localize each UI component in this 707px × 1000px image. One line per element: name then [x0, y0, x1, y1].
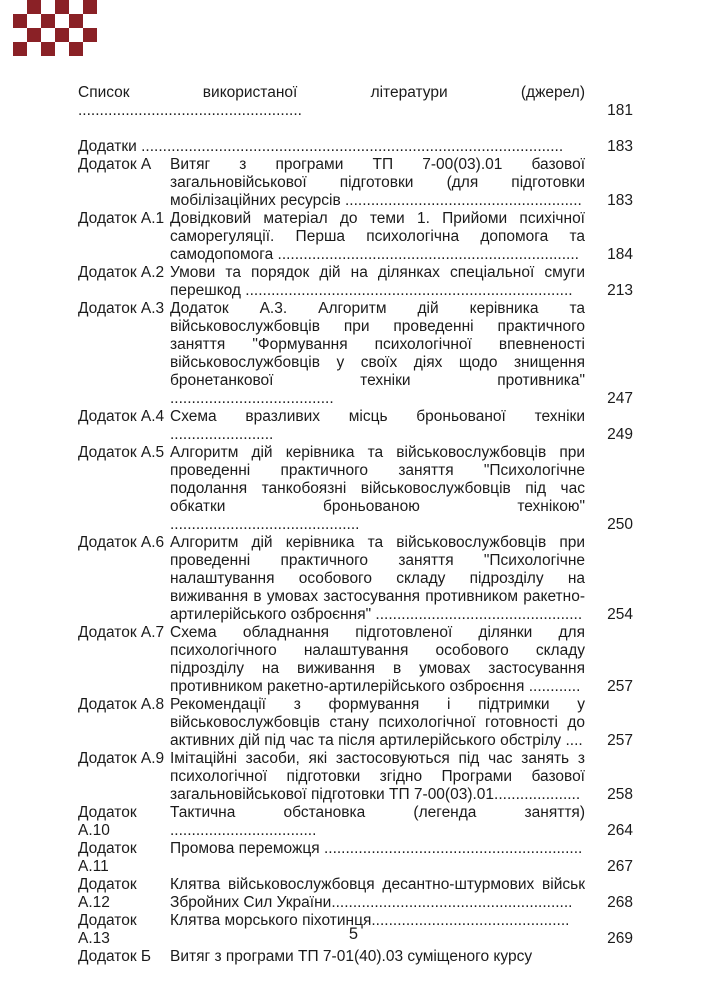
toc-entry-page: 267 — [607, 858, 633, 875]
corner-checker-pattern — [13, 0, 97, 56]
toc-entry-title: Додатки — [78, 138, 142, 155]
toc-entry-text — [170, 408, 585, 444]
toc-entry-dot-leader: ....................................................... — [345, 192, 582, 209]
toc-entry — [78, 408, 633, 444]
toc-entry — [78, 840, 633, 876]
toc-entry-dot-leader: ............ — [528, 678, 581, 695]
toc-entry-title: Список використаної літератури (джерел) — [78, 84, 585, 101]
toc-entry-title: Промова переможця — [170, 840, 324, 857]
toc-entry-label-line1: Додаток — [78, 876, 137, 893]
toc-entry-label — [78, 156, 170, 174]
toc-entry-label — [78, 876, 170, 912]
toc-entry-label-line1: Додаток А.9 — [78, 750, 165, 767]
toc-entry-text — [170, 948, 585, 966]
toc-entry-text — [78, 84, 585, 120]
toc-entry-dot-leader: ............................................................................ — [245, 282, 573, 299]
toc-entry-page: 184 — [607, 246, 633, 263]
toc-entry-label-line1: Додаток А.2 — [78, 264, 165, 281]
toc-entry-title: Схема вразливих місць броньованої техніки — [170, 408, 585, 425]
toc-entry-dot-leader: ...................................... — [170, 390, 334, 407]
toc-entry-label-line2: А.13 — [78, 930, 110, 947]
toc-entry-label-line1: Додаток А.7 — [78, 624, 165, 641]
toc-entry-page: 264 — [607, 822, 633, 839]
toc-entry-label-line2: А.11 — [78, 858, 109, 875]
toc-entry-page: 254 — [607, 606, 633, 623]
toc-entry-dot-leader: .................... — [494, 786, 581, 803]
toc-entry-text — [170, 264, 585, 300]
toc-entry-page: 249 — [607, 426, 633, 443]
toc-entry-title: Клятва військовослужбовця десантно-штурмових військ Збройних Сил України — [170, 876, 585, 911]
toc-entry — [78, 534, 633, 624]
toc-entry-page: 269 — [607, 930, 633, 947]
toc-entry-title: Умови та порядок дій на ділянках спеціальної смуги перешкод — [170, 264, 585, 299]
toc-entry-dot-leader: ........................................................ — [331, 894, 573, 911]
toc-entry-title: Витяг з програми ТП 7-01(40).03 суміщеного курсу — [170, 948, 533, 965]
toc-entry — [78, 210, 633, 264]
toc-entry-dot-leader: ...................................................................... — [277, 246, 579, 263]
toc-entry-text — [170, 840, 585, 876]
toc-entry-page: 183 — [607, 192, 633, 209]
toc-entry-label — [78, 210, 170, 228]
toc-entry — [78, 948, 633, 966]
toc-entry-label-line2: А.12 — [78, 894, 110, 911]
toc-entry — [78, 624, 633, 696]
toc-entry-label-line1: Додаток А.1 — [78, 210, 165, 227]
toc-entry-page: 183 — [607, 138, 633, 155]
toc-entry-label — [78, 840, 170, 876]
toc-entry-label-line1: Додаток А.4 — [78, 408, 165, 425]
toc-entry-title: Довідковий матеріал до теми 1. Прийоми психічної саморегуляції. Перша психологічна допомога та самодопомога — [170, 210, 585, 263]
toc-entry-label-line1: Додаток А.3 — [78, 300, 165, 317]
toc-entry-dot-leader: .................................. — [170, 822, 317, 839]
toc-entry-label-line1: Додаток А.5 — [78, 444, 165, 461]
toc-entry-text — [170, 534, 585, 624]
toc-entry-label — [78, 300, 170, 318]
toc-entry-label — [78, 804, 170, 840]
toc-entry-page: 258 — [607, 786, 633, 803]
toc-entry-label — [78, 948, 170, 966]
toc-entry-text — [170, 444, 585, 534]
toc-entry-title: Клятва морського піхотинця — [170, 912, 372, 929]
toc-entry-label-line1: Додаток А.6 — [78, 534, 165, 551]
toc-entry-title: Тактична обстановка (легенда заняття) — [170, 804, 585, 821]
toc-entry-text — [170, 696, 585, 750]
toc-entry-page: 247 — [607, 390, 633, 407]
toc-entry-title: Рекомендації з формування і підтримки у військовослужбовців стану психологічної готовності до активних дій під час та після артилерійського обстрілу — [170, 696, 585, 749]
toc-entry-label — [78, 534, 170, 552]
toc-entry-dot-leader: .... — [565, 732, 583, 749]
toc-entry — [78, 138, 633, 156]
toc-entry-dot-leader: ........................ — [170, 426, 274, 443]
toc-entry-label — [78, 408, 170, 426]
toc-entry-page: 257 — [607, 678, 633, 695]
toc-entry-title: Витяг з програми ТП 7-00(03).01 базової загальновійськової підготовки (для підготовки мобілізаційних ресурсів — [170, 156, 585, 209]
toc-entry-title: Імітаційні засоби, які застосовуються під час занять з психологічної підготовки згідно Програми базової загальновійськової підготовки ТП 7-00(03).01 — [170, 750, 585, 803]
toc-entry-label — [78, 750, 170, 768]
toc-entry-dot-leader: ............................................................ — [323, 840, 583, 857]
toc-entry-label-line1: Додаток — [78, 912, 137, 929]
toc-entry — [78, 750, 633, 804]
toc-entry-text — [170, 750, 585, 804]
toc-entry-text — [170, 210, 585, 264]
toc-entry-label-line1: Додаток Б — [78, 948, 152, 965]
toc-entry-dot-leader: .................................................................................................. — [141, 138, 564, 155]
toc-entry-dot-leader: ............................................ — [170, 516, 360, 533]
toc-entry — [78, 444, 633, 534]
toc-entry-dot-leader: ................................................ — [375, 606, 583, 623]
toc-entry-title: Алгоритм дій керівника та військовослужбовців при проведенні практичного заняття "Психологічне подолання танкобоязні військовослужбовців під час обкатки броньованою технікою" — [170, 444, 585, 515]
toc-entry-text — [170, 876, 585, 912]
toc-entry-title: Додаток А.3. Алгоритм дій керівника та військовослужбовців при проведенні практичного заняття "Формування психологічної впевненості військовослужбовців у своїх діях щодо знищення бронетанкової техніки противника" — [170, 300, 585, 389]
toc-entry-title: Алгоритм дій керівника та військовослужбовців при проведенні практичного заняття "Психологічне налаштування особового складу підрозділу на виживання в умовах застосування противником ракетно-артилерійського озброєння" — [170, 534, 585, 623]
toc-entry — [78, 156, 633, 210]
toc-entry-label — [78, 264, 170, 282]
toc-entry-label — [78, 696, 170, 714]
toc-entry-dot-leader: .................................................... — [78, 102, 302, 119]
toc-entry — [78, 804, 633, 840]
toc-entry-label-line1: Додаток А.8 — [78, 696, 165, 713]
toc-entry-label-line2: А.10 — [78, 822, 110, 839]
table-of-contents — [78, 84, 633, 966]
toc-entry — [78, 696, 633, 750]
toc-entry-text — [170, 156, 585, 210]
toc-entry-text — [170, 804, 585, 840]
toc-entry-text — [170, 300, 585, 408]
toc-entry-page: 181 — [607, 102, 633, 119]
toc-entry-title: Схема обладнання підготовленої ділянки для психологічного налаштування особового складу підрозділу на виживання в умовах застосування противником ракетно-артилерійського озброєння — [170, 624, 585, 695]
toc-entry-page: 257 — [607, 732, 633, 749]
toc-entry-text — [170, 624, 585, 696]
page-number-footer: 5 — [348, 925, 359, 943]
toc-entry-label-line1: Додаток — [78, 804, 137, 821]
toc-entry-page: 250 — [607, 516, 633, 533]
toc-entry-label-line1: Додаток — [78, 840, 137, 857]
toc-entry-label-line1: Додаток А — [78, 156, 152, 173]
toc-entry-dot-leader: .............................................. — [371, 912, 570, 929]
toc-entry — [78, 300, 633, 408]
toc-entry — [78, 84, 633, 120]
toc-entry-page: 268 — [607, 894, 633, 911]
toc-entry-text — [78, 138, 585, 156]
toc-entry-label — [78, 624, 170, 642]
toc-entry — [78, 264, 633, 300]
toc-entry-page: 213 — [607, 282, 633, 299]
toc-entry — [78, 876, 633, 912]
toc-entry-label — [78, 444, 170, 462]
